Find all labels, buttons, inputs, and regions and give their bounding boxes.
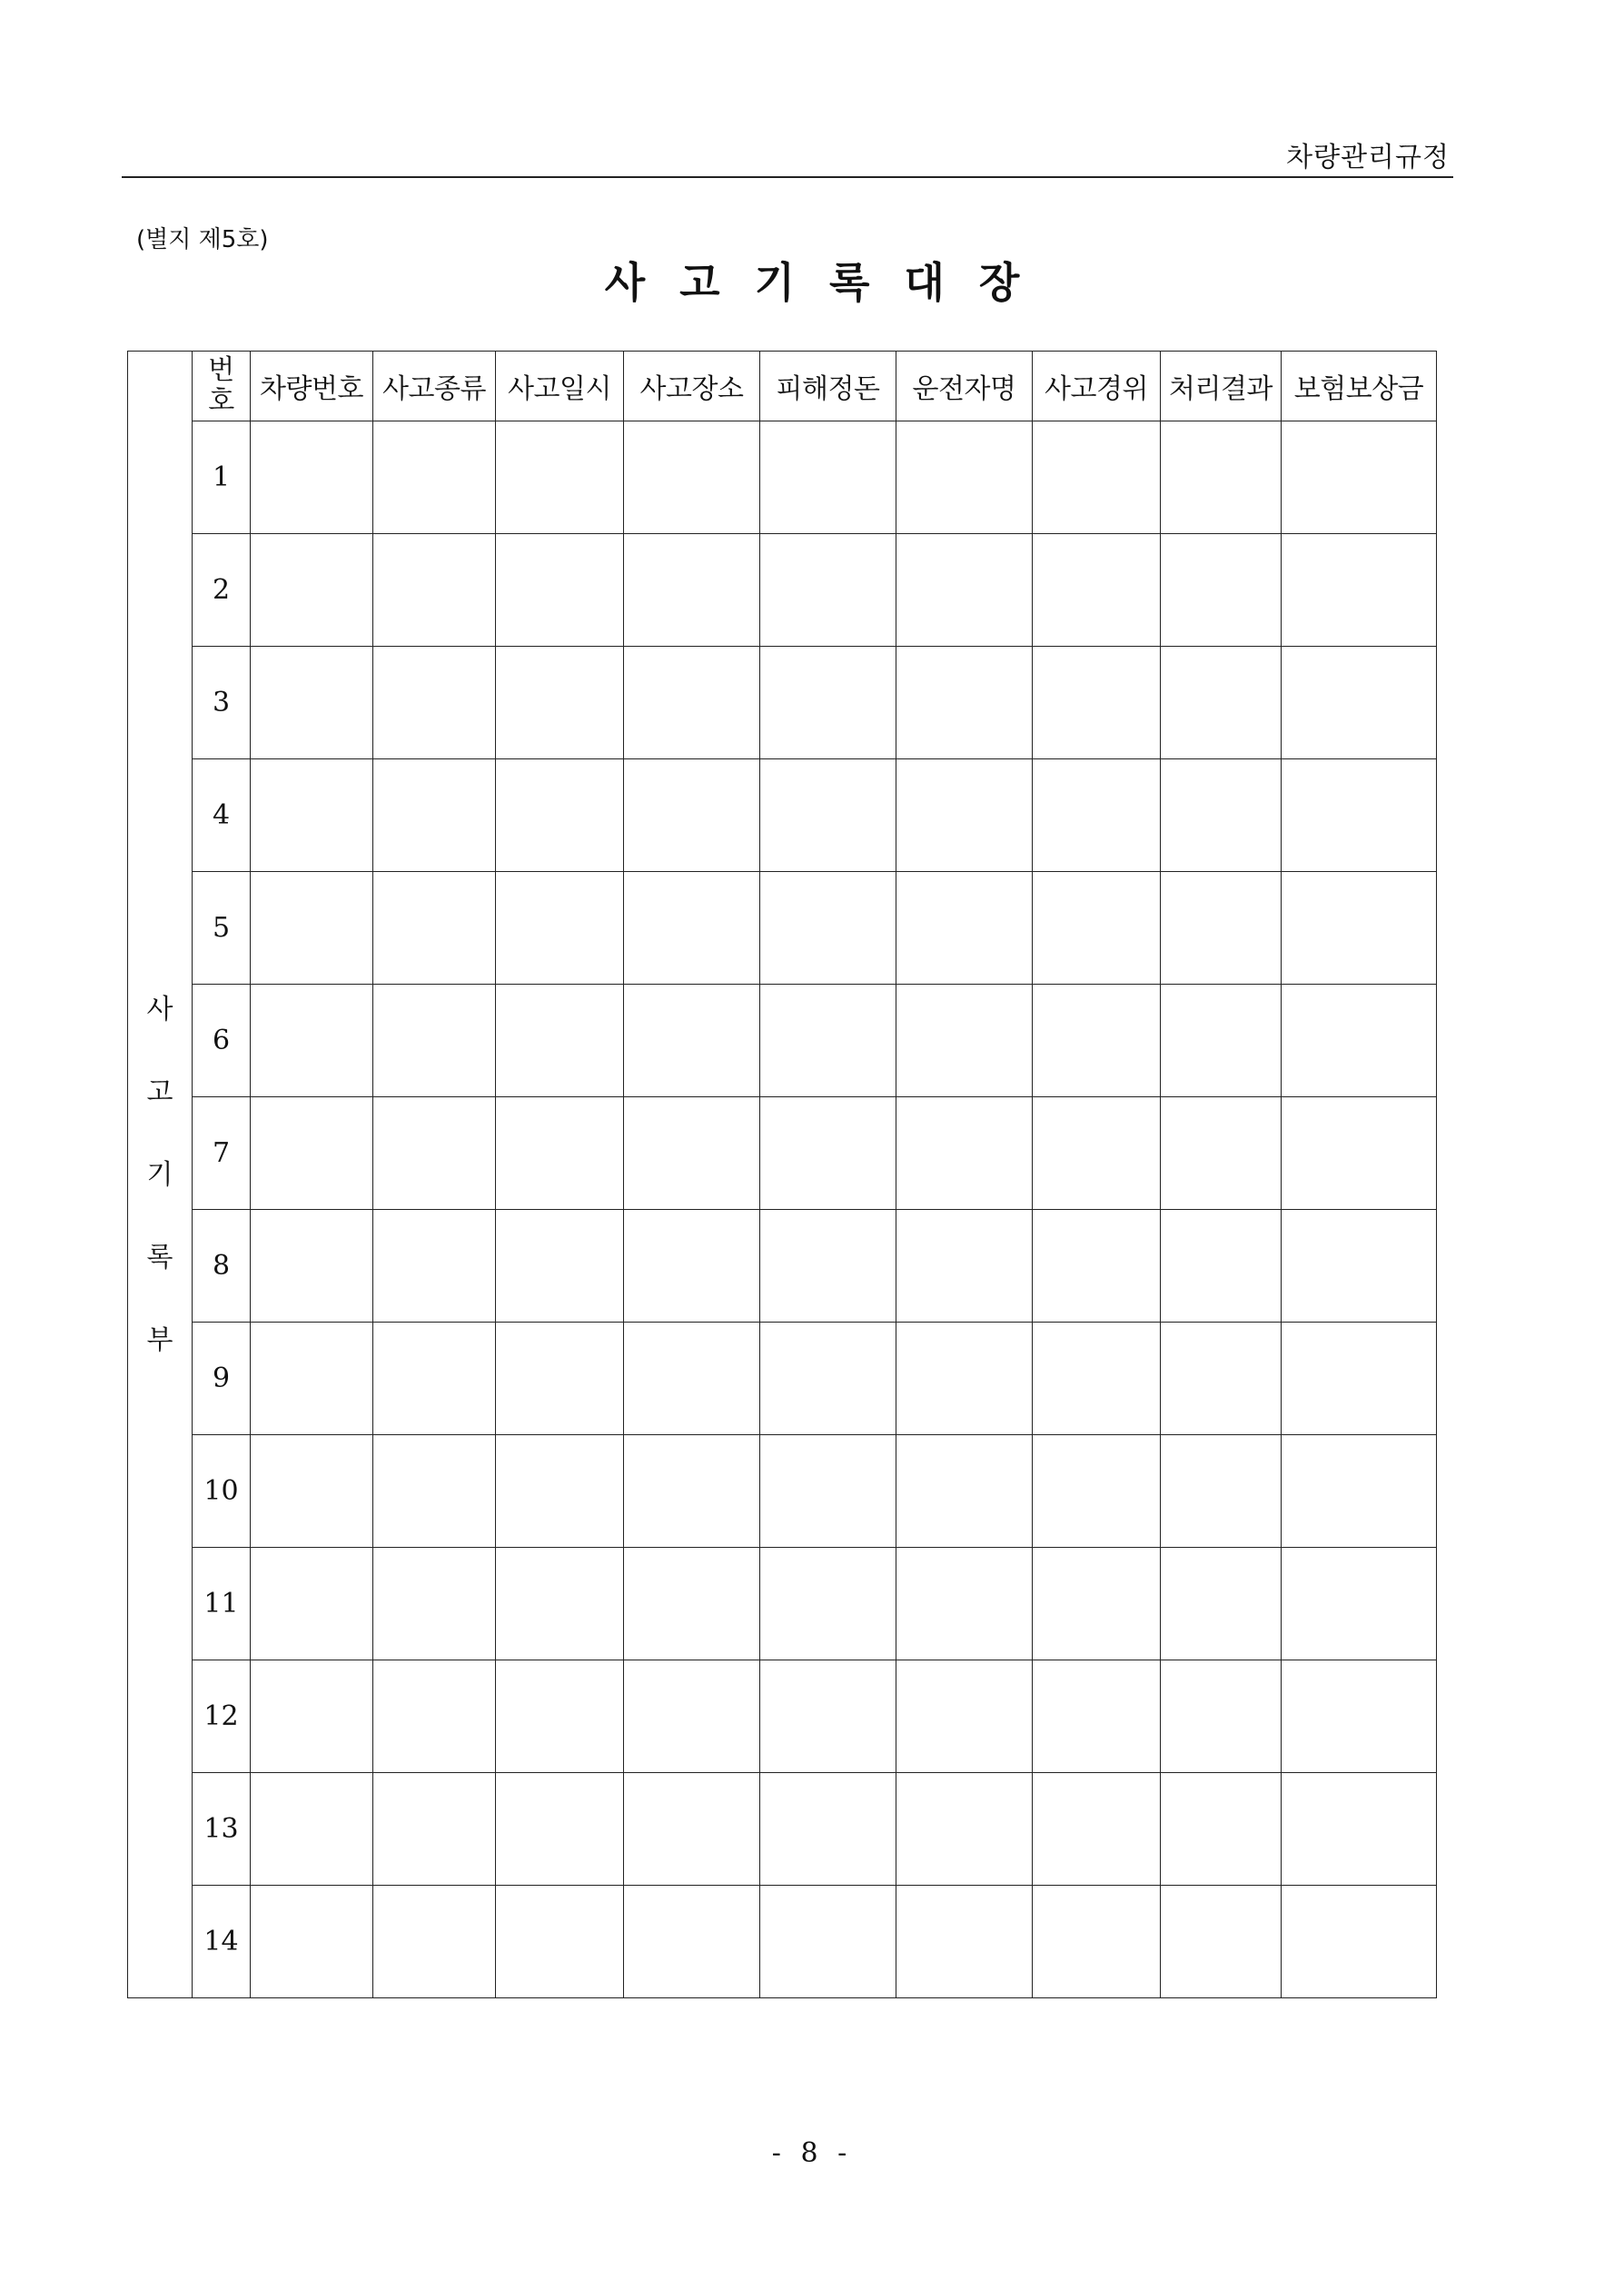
entry-cell — [1033, 759, 1161, 872]
entry-cell — [251, 421, 373, 534]
entry-cell — [496, 872, 624, 985]
title-char: 장 — [978, 258, 1020, 307]
column-header-damage-extent: 피해정돈 — [760, 352, 896, 421]
entry-cell — [373, 1323, 496, 1435]
entry-cell — [624, 1323, 760, 1435]
entry-cell — [496, 1097, 624, 1210]
page-number: - 8 - — [771, 2137, 853, 2169]
entry-cell — [1282, 1210, 1437, 1323]
entry-cell — [1282, 759, 1437, 872]
number-header-char: 호 — [208, 385, 234, 417]
entry-cell — [251, 1660, 373, 1773]
column-header-insurance-compensation: 보험보상금 — [1282, 352, 1437, 421]
entry-cell — [760, 1210, 896, 1323]
entry-cell — [624, 1660, 760, 1773]
entry-cell — [1282, 985, 1437, 1097]
entry-cell — [1282, 1435, 1437, 1548]
section-label-char: 록 — [146, 1241, 173, 1273]
entry-cell — [1033, 421, 1161, 534]
entry-cell — [896, 872, 1033, 985]
entry-cell — [373, 1886, 496, 1998]
entry-cell — [1282, 1323, 1437, 1435]
entry-cell — [373, 421, 496, 534]
section-label-char: 고 — [146, 1075, 173, 1108]
entry-cell — [1161, 534, 1282, 647]
row-number: 4 — [193, 759, 251, 872]
entry-cell — [624, 1548, 760, 1660]
entry-cell — [373, 872, 496, 985]
entry-cell — [896, 1435, 1033, 1548]
entry-cell — [496, 1548, 624, 1660]
column-header-accident-location: 사고장소 — [624, 352, 760, 421]
entry-cell — [496, 1773, 624, 1886]
entry-cell — [760, 1323, 896, 1435]
entry-cell — [1282, 1886, 1437, 1998]
entry-cell — [760, 985, 896, 1097]
section-label-accident-record-book — [128, 352, 193, 1998]
entry-cell — [896, 1886, 1033, 1998]
entry-cell — [1033, 647, 1161, 759]
column-header-accident-type: 사고종류 — [373, 352, 496, 421]
row-number: 12 — [193, 1660, 251, 1773]
table-row — [128, 1097, 1437, 1210]
entry-cell — [251, 1435, 373, 1548]
table-row — [128, 1323, 1437, 1435]
running-header: 차량관리규정 — [1286, 142, 1450, 173]
entry-cell — [1161, 1548, 1282, 1660]
entry-cell — [624, 421, 760, 534]
entry-cell — [760, 1548, 896, 1660]
row-number: 14 — [193, 1886, 251, 1998]
entry-cell — [251, 759, 373, 872]
number-header-char: 번 — [208, 354, 234, 386]
entry-cell — [896, 647, 1033, 759]
entry-cell — [251, 985, 373, 1097]
entry-cell — [624, 759, 760, 872]
entry-cell — [373, 534, 496, 647]
row-number: 6 — [193, 985, 251, 1097]
document-title — [0, 250, 1624, 310]
entry-cell — [496, 1435, 624, 1548]
row-number: 11 — [193, 1548, 251, 1660]
entry-cell — [1161, 1097, 1282, 1210]
entry-cell — [1033, 1548, 1161, 1660]
entry-cell — [760, 1660, 896, 1773]
entry-cell — [624, 1886, 760, 1998]
row-number: 3 — [193, 647, 251, 759]
table-row — [128, 985, 1437, 1097]
table-row — [128, 1435, 1437, 1548]
entry-cell — [1282, 534, 1437, 647]
entry-cell — [896, 1097, 1033, 1210]
entry-cell — [1282, 1097, 1437, 1210]
column-header-number — [193, 352, 251, 421]
entry-cell — [896, 759, 1033, 872]
title-char: 기 — [754, 258, 795, 307]
column-header-driver-name: 운전자명 — [896, 352, 1033, 421]
entry-cell — [1161, 1435, 1282, 1548]
entry-cell — [251, 1097, 373, 1210]
table-row — [128, 1886, 1437, 1998]
entry-cell — [760, 1097, 896, 1210]
entry-cell — [624, 872, 760, 985]
entry-cell — [373, 1435, 496, 1548]
entry-cell — [1033, 872, 1161, 985]
entry-cell — [1161, 1886, 1282, 1998]
entry-cell — [1282, 1773, 1437, 1886]
entry-cell — [1282, 1548, 1437, 1660]
column-header-accident-details: 사고경위 — [1033, 352, 1161, 421]
entry-cell — [1033, 1773, 1161, 1886]
entry-cell — [624, 1435, 760, 1548]
entry-cell — [1033, 1660, 1161, 1773]
entry-cell — [1161, 872, 1282, 985]
form-number: (별지 제5호) — [136, 226, 269, 253]
entry-cell — [251, 647, 373, 759]
entry-cell — [373, 1660, 496, 1773]
title-char: 고 — [679, 258, 720, 307]
entry-cell — [1033, 1210, 1161, 1323]
column-header-vehicle-number: 차량번호 — [251, 352, 373, 421]
entry-cell — [496, 421, 624, 534]
row-number: 7 — [193, 1097, 251, 1210]
entry-cell — [1033, 1886, 1161, 1998]
entry-cell — [373, 1210, 496, 1323]
row-number: 5 — [193, 872, 251, 985]
entry-cell — [251, 1773, 373, 1886]
entry-cell — [624, 534, 760, 647]
entry-cell — [496, 1210, 624, 1323]
entry-cell — [1161, 1210, 1282, 1323]
entry-cell — [1282, 421, 1437, 534]
row-number: 10 — [193, 1435, 251, 1548]
table-row — [128, 1773, 1437, 1886]
row-number: 2 — [193, 534, 251, 647]
entry-cell — [1033, 534, 1161, 647]
entry-cell — [251, 1323, 373, 1435]
entry-cell — [251, 1210, 373, 1323]
entry-cell — [1033, 985, 1161, 1097]
entry-cell — [1033, 1097, 1161, 1210]
entry-cell — [373, 1773, 496, 1886]
table-row — [128, 1548, 1437, 1660]
entry-cell — [760, 534, 896, 647]
entry-cell — [1161, 421, 1282, 534]
header-rule — [122, 176, 1453, 178]
entry-cell — [760, 872, 896, 985]
title-char: 대 — [904, 258, 945, 307]
entry-cell — [896, 1210, 1033, 1323]
entry-cell — [1033, 1435, 1161, 1548]
table-row — [128, 1210, 1437, 1323]
entry-cell — [760, 1435, 896, 1548]
entry-cell — [760, 421, 896, 534]
entry-cell — [896, 421, 1033, 534]
entry-cell — [760, 1886, 896, 1998]
section-label-char: 기 — [146, 1158, 173, 1191]
row-number: 8 — [193, 1210, 251, 1323]
column-header-accident-datetime: 사고일시 — [496, 352, 624, 421]
title-char: 사 — [604, 258, 646, 307]
entry-cell — [251, 534, 373, 647]
entry-cell — [496, 1660, 624, 1773]
entry-cell — [760, 647, 896, 759]
section-label-char: 사 — [146, 993, 173, 1026]
entry-cell — [760, 759, 896, 872]
entry-cell — [1161, 1323, 1282, 1435]
entry-cell — [251, 872, 373, 985]
row-number: 13 — [193, 1773, 251, 1886]
entry-cell — [760, 1773, 896, 1886]
entry-cell — [1161, 647, 1282, 759]
entry-cell — [624, 1210, 760, 1323]
entry-cell — [496, 647, 624, 759]
entry-cell — [1161, 1773, 1282, 1886]
entry-cell — [1282, 872, 1437, 985]
entry-cell — [1161, 1660, 1282, 1773]
entry-cell — [496, 1323, 624, 1435]
entry-cell — [896, 534, 1033, 647]
entry-cell — [373, 1548, 496, 1660]
entry-cell — [373, 759, 496, 872]
entry-cell — [896, 1660, 1033, 1773]
accident-record-table — [127, 351, 1437, 1998]
entry-cell — [896, 1323, 1033, 1435]
entry-cell — [896, 1773, 1033, 1886]
table-row — [128, 647, 1437, 759]
table-row — [128, 759, 1437, 872]
entry-cell — [496, 534, 624, 647]
table-row — [128, 872, 1437, 985]
entry-cell — [896, 985, 1033, 1097]
entry-cell — [624, 985, 760, 1097]
column-header-handling-result: 처리결과 — [1161, 352, 1282, 421]
entry-cell — [624, 1097, 760, 1210]
row-number: 9 — [193, 1323, 251, 1435]
table-header-row — [128, 352, 1437, 421]
entry-cell — [1033, 1323, 1161, 1435]
entry-cell — [1161, 759, 1282, 872]
title-char: 록 — [829, 258, 870, 307]
entry-cell — [251, 1548, 373, 1660]
row-number: 1 — [193, 421, 251, 534]
entry-cell — [1282, 1660, 1437, 1773]
entry-cell — [496, 1886, 624, 1998]
section-label-char: 부 — [146, 1323, 173, 1356]
entry-cell — [373, 985, 496, 1097]
entry-cell — [896, 1548, 1033, 1660]
entry-cell — [496, 759, 624, 872]
entry-cell — [624, 1773, 760, 1886]
entry-cell — [496, 985, 624, 1097]
table-row — [128, 421, 1437, 534]
entry-cell — [373, 647, 496, 759]
entry-cell — [624, 647, 760, 759]
entry-cell — [251, 1886, 373, 1998]
entry-cell — [1282, 647, 1437, 759]
table-row — [128, 534, 1437, 647]
entry-cell — [373, 1097, 496, 1210]
entry-cell — [1161, 985, 1282, 1097]
table-row — [128, 1660, 1437, 1773]
